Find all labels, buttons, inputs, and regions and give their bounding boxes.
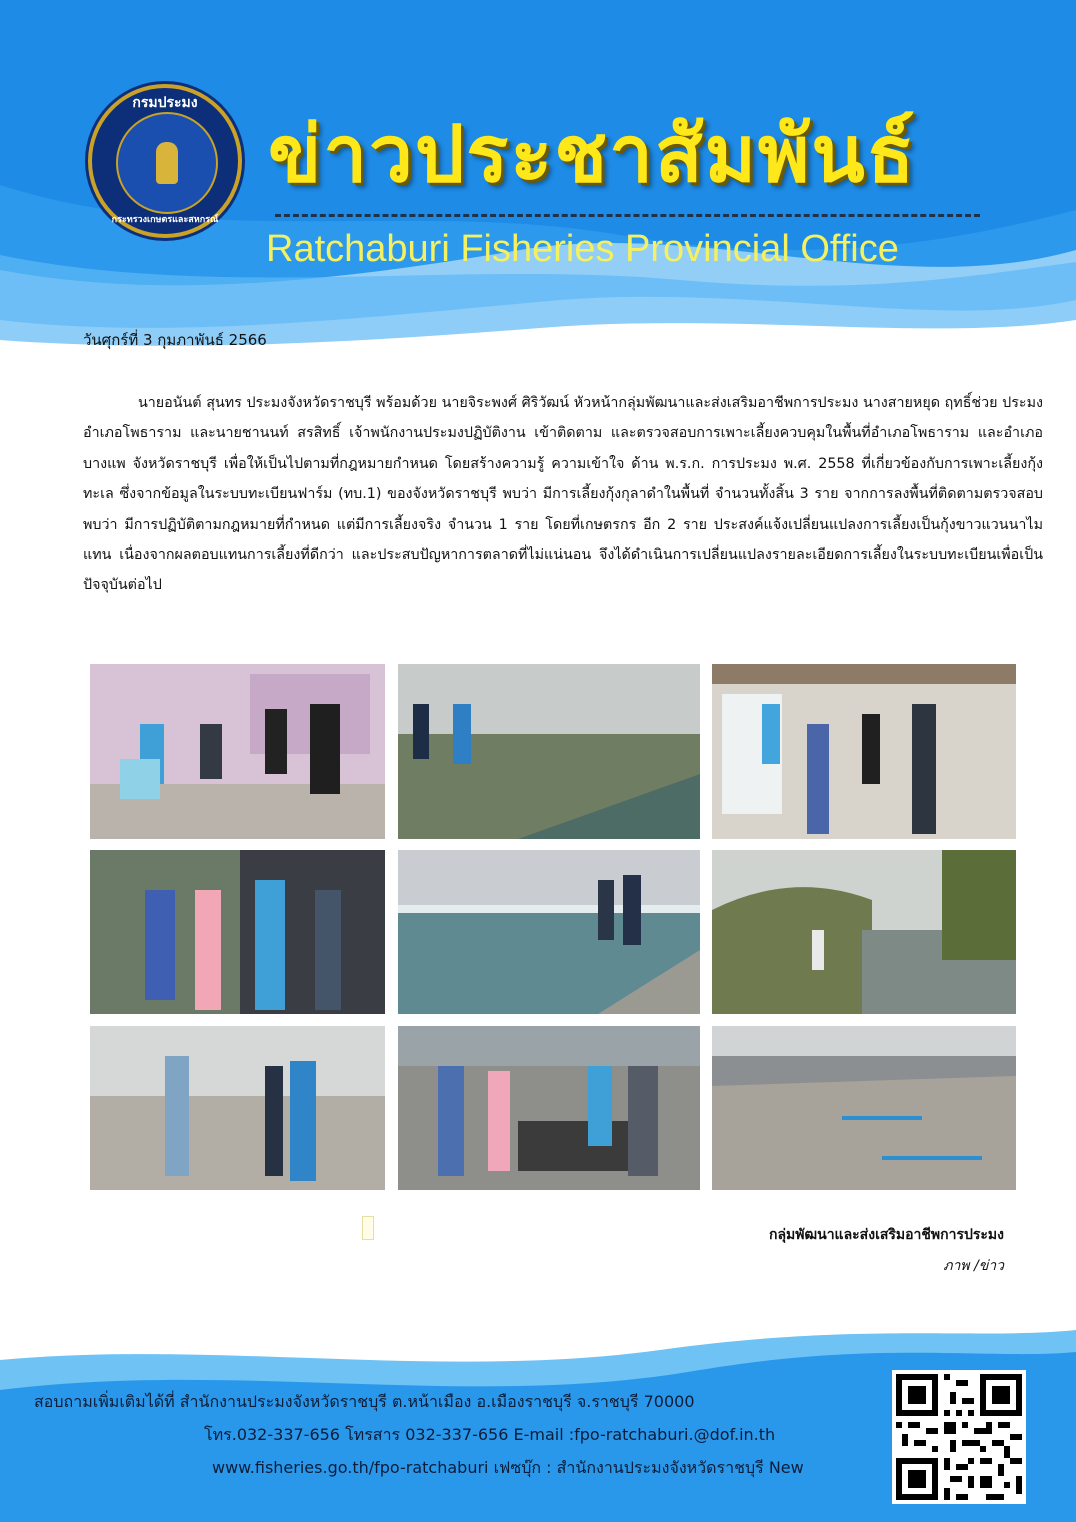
credit-department: กลุ่มพัฒนาและส่งเสริมอาชีพการประมง [768, 1227, 1004, 1243]
qr-code-icon [896, 1374, 1022, 1500]
photo-canal-bank [712, 850, 1016, 1014]
qr-code[interactable] [892, 1370, 1026, 1504]
photo-hatchery-interior [712, 664, 1016, 839]
office-name: Ratchaburi Fisheries Provincial Office [266, 228, 899, 270]
photo-farmer-talk [398, 1026, 700, 1190]
article-date: วันศุกร์ที่ 3 กุมภาพันธ์ 2566 [83, 331, 267, 349]
department-logo [88, 84, 242, 238]
title-divider [275, 214, 980, 217]
photo-farm-road [90, 1026, 385, 1190]
footer-phone-email: โทร.032-337-656 โทรสาร 032-337-656 E-mail :fpo-ratchaburi.@dof.in.th [204, 1425, 776, 1444]
emblem-icon [156, 142, 178, 184]
logo-text-top: กรมประมง [132, 95, 198, 111]
footer-contact: สอบถามเพิ่มเติมได้ที่ สำนักงานประมงจังหวัดราชบุรี ต.หน้าเมือง อ.เมืองราชบุรี จ.ราชบุรี 70000 [34, 1392, 695, 1411]
small-mark [362, 1216, 374, 1240]
photo-pond-inspection [398, 664, 700, 839]
photo-visit-meeting [90, 664, 385, 839]
photo-pond-sampling [398, 850, 700, 1014]
logo-emblem-circle [116, 112, 218, 214]
footer-web-facebook: www.fisheries.go.th/fpo-ratchaburi เฟซบุ๊ก : สำนักงานประมงจังหวัดราชบุรี New [212, 1458, 804, 1477]
credit-photo: ภาพ /ข่าว [943, 1258, 1004, 1274]
photo-shrimp-ponds [712, 1026, 1016, 1190]
article-body: นายอนันต์ สุนทร ประมงจังหวัดราชบุรี พร้อมด้วย นายจิระพงศ์ ศิริวัฒน์ หัวหน้ากลุ่มพัฒนาและส่งเสริมอาชีพการประมง นางสายหยุด ฤทธิ์ช่วย ประมงอำเภอโพธาราม และนายชานนท์ สรสิทธิ์ เจ้าพนักงานประมงปฏิบัติงาน เข้าติดตาม และตรวจสอบการเพาะเลี้ยงควบคุมในพื้นที่อำเภอโพธาราม และอำเภอบางแพ จังหวัดราชบุรี เพื่อให้เป็นไปตามที่กฎหมายกำหนด โดยสร้างความรู้ ความเข้าใจ ด้าน พ.ร.ก. การประมง พ.ศ. 2558 ที่เกี่ยวข้องกับการเพาะเลี้ยงกุ้งทะเล ซึ่งจากข้อมูลในระบบทะเบียนฟาร์ม (ทบ.1) ของจังหวัดราชบุรี พบว่า มีการเลี้ยงกุ้งกุลาดำในพื้นที่ จำนวนทั้งสิ้น 3 ราย จากการลงพื้นที่ติดตามตรวจสอบ พบว่า มีการปฏิบัติตามกฎหมายที่กำหนด แต่มีการเลี้ยงจริง จำนวน 1 ราย โดยที่เกษตรกร อีก 2 ราย ประสงค์แจ้งเปลี่ยนแปลงการเลี้ยงเป็นกุ้งขาวแวนนาไมแทน เนื่องจากผลตอบแทนการเลี้ยงที่ดีกว่า และประสบปัญหาการตลาดที่ไม่แน่นอน จึงได้ดำเนินการเปลี่ยนแปลงรายละเอียดการเลี้ยงในระบบทะเบียนเพื่อเป็นปัจจุบันต่อไป [83, 395, 1043, 594]
logo-text-bottom: กระทรวงเกษตรและสหกรณ์ [111, 215, 219, 225]
photo-handover [90, 850, 385, 1014]
page-title: ข่าวประชาสัมพันธ์ [268, 110, 917, 200]
